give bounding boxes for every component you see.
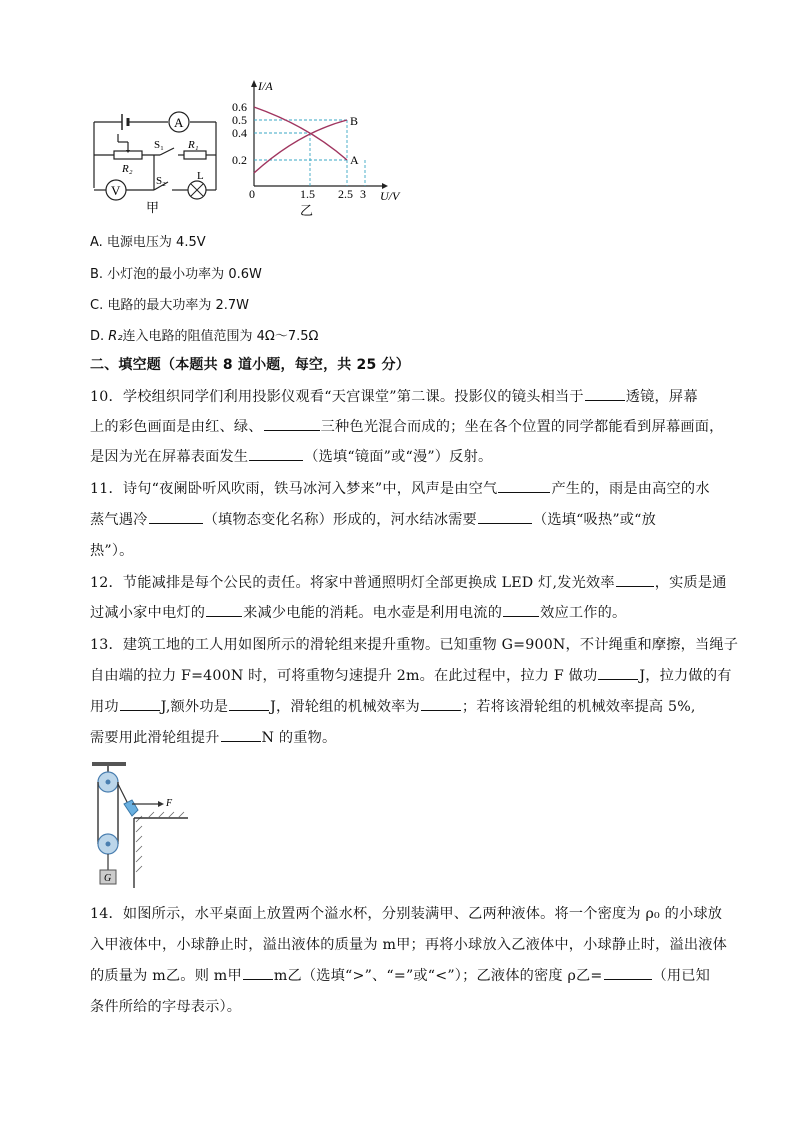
switch2-label: S₂ <box>156 175 166 187</box>
ammeter-label: A <box>174 115 184 130</box>
answer-blank[interactable] <box>249 446 303 461</box>
q13-text: J,额外功是 <box>160 699 229 715</box>
option-c: C. 电路的最大功率为 2.7W <box>90 298 250 313</box>
q12-text: 过减小家中电灯的 <box>90 605 206 621</box>
q13-text: ；若将该滑轮组的机械效率提高 5%, <box>461 699 696 715</box>
q14-text: m乙（选填“>”、“=”或“<”）；乙液体的密度 ρ乙= <box>273 968 603 984</box>
force-label: F <box>166 798 173 809</box>
x-axis-label: U/V <box>380 189 400 203</box>
force-arrow-icon <box>158 801 164 807</box>
guide-block-icon <box>124 800 138 816</box>
q13-text: 自由端的拉力 F=400N 时，可将重物匀速提升 2m。在此过程中，拉力 F 做功 <box>90 668 598 684</box>
q11-line2 <box>90 509 710 529</box>
q12-line2 <box>90 602 710 622</box>
answer-blank[interactable] <box>229 696 269 711</box>
y-tick: 0.5 <box>232 113 247 127</box>
q14-line2: 入甲液体中，小球静止时，溢出液体的质量为 m甲；再将小球放入乙液体中，小球静止时，溢出液体 <box>90 937 728 953</box>
option-d-text: 连入电路的阻值范围为 4Ω～7.5Ω <box>122 329 319 344</box>
switch1-label: S₁ <box>154 139 164 151</box>
curve-b-label: B <box>350 114 359 128</box>
answer-blank[interactable] <box>421 696 461 711</box>
q12-line1 <box>90 572 727 592</box>
q12-text: ，实质是通 <box>654 575 727 591</box>
q10-text: 三种色光混合而成的；坐在各个位置的同学都能看到屏幕画面， <box>320 419 724 435</box>
q13-line3 <box>90 696 710 716</box>
q14-line4: 条件所给的字母表示）。 <box>90 999 242 1015</box>
q13-line2 <box>90 665 732 685</box>
q14-line1: 14．如图所示，水平桌面上放置两个溢水杯，分别装满甲、乙两种液体。将一个密度为 ρ₀ 的小球放 <box>90 906 723 922</box>
origin-label: 0 <box>249 187 255 201</box>
answer-blank[interactable] <box>616 572 654 587</box>
answer-blank[interactable] <box>585 386 625 401</box>
answer-blank[interactable] <box>243 965 273 980</box>
q13-line1: 13．建筑工地的工人用如图所示的滑轮组来提升重物。已知重物 G=900N，不计绳重和摩擦，当绳子 <box>90 637 739 653</box>
section-heading: 二、填空题（本题共 8 道小题，每空，共 25 分） <box>90 357 410 373</box>
q10-text: 是因为光在屏幕表面发生 <box>90 449 249 465</box>
x-tick: 3 <box>360 187 366 201</box>
q11-text: 蒸气遇冷 <box>90 512 148 528</box>
circuit-and-graph-figure <box>88 78 418 218</box>
q13-text: N 的重物。 <box>261 730 337 746</box>
q13-text: 用功 <box>90 699 119 715</box>
q10-line2 <box>90 416 724 436</box>
r2-label: R₂ <box>122 163 133 175</box>
q11-text: 产生的，雨是由高空的水 <box>551 481 710 497</box>
q10-text: 透镜，屏幕 <box>625 389 698 405</box>
answer-blank[interactable] <box>120 696 160 711</box>
option-b: B. 小灯泡的最小功率为 0.6W <box>90 267 262 282</box>
q13-text: J，拉力做的有 <box>639 668 732 684</box>
q11-text: 11．诗句“夜阑卧听风吹雨，铁马冰河入梦来”中，风声是由空气 <box>90 481 498 497</box>
q14-text: （用已知 <box>652 968 711 984</box>
q13-text: 需要用此滑轮组提升 <box>90 730 220 746</box>
option-a: A. 电源电压为 4.5V <box>90 235 206 250</box>
voltmeter-label: V <box>111 183 121 198</box>
curve-a <box>254 107 347 160</box>
answer-blank[interactable] <box>503 602 539 617</box>
q12-text: 来减少电能的消耗。电水壶是利用电流的 <box>243 605 503 621</box>
q11-text: （选填“吸热”或“放 <box>532 512 657 528</box>
weight-label: G <box>104 873 112 884</box>
answer-blank[interactable] <box>598 665 638 680</box>
r1-label: R₁ <box>188 139 199 151</box>
q12-text: 效应工作的。 <box>540 605 627 621</box>
lamp-label: L <box>197 170 204 182</box>
q10-line3 <box>90 446 710 466</box>
q11-line1 <box>90 478 710 498</box>
y-axis-label: I/A <box>258 79 273 93</box>
q14-text: 的质量为 m乙。则 m甲 <box>90 968 242 984</box>
answer-blank[interactable] <box>478 509 532 524</box>
answer-blank[interactable] <box>206 602 242 617</box>
circuit-caption: 甲 <box>146 200 160 215</box>
q13-text: J，滑轮组的机械效率为 <box>270 699 420 715</box>
q13-line4 <box>90 727 710 747</box>
x-tick: 2.5 <box>338 187 353 201</box>
answer-blank[interactable] <box>149 509 203 524</box>
q10-text: 10．学校组织同学们利用投影仪观看“天宫课堂”第二课。投影仪的镜头相当于 <box>90 389 584 405</box>
option-d <box>90 325 318 344</box>
y-tick: 0.4 <box>232 126 247 140</box>
answer-blank[interactable] <box>498 478 550 493</box>
y-tick: 0.6 <box>232 100 247 114</box>
answer-blank[interactable] <box>221 727 261 742</box>
q11-line3: 热”）。 <box>90 543 134 559</box>
q11-text: （填物态变化名称）形成的，河水结冰需要 <box>203 512 477 528</box>
graph-caption: 乙 <box>300 203 314 218</box>
curve-a-label: A <box>350 153 359 167</box>
q10-line1 <box>90 386 710 406</box>
iu-graph <box>232 79 401 218</box>
x-tick: 1.5 <box>300 187 315 201</box>
option-d-variable: R₂ <box>108 329 123 344</box>
q14-line3 <box>90 965 710 985</box>
q10-text: 上的彩色画面是由红、绿、 <box>90 419 263 435</box>
answer-blank[interactable] <box>264 416 320 431</box>
answer-blank[interactable] <box>604 965 652 980</box>
q12-text: 12．节能减排是每个公民的责任。将家中普通照明灯全部更换成 LED 灯,发光效率 <box>90 575 615 591</box>
pulley-system-figure <box>90 762 190 888</box>
q10-text: （选填“镜面”或“漫”）反射。 <box>304 449 493 465</box>
y-tick: 0.2 <box>232 153 247 167</box>
option-d-prefix: D. <box>90 329 109 344</box>
